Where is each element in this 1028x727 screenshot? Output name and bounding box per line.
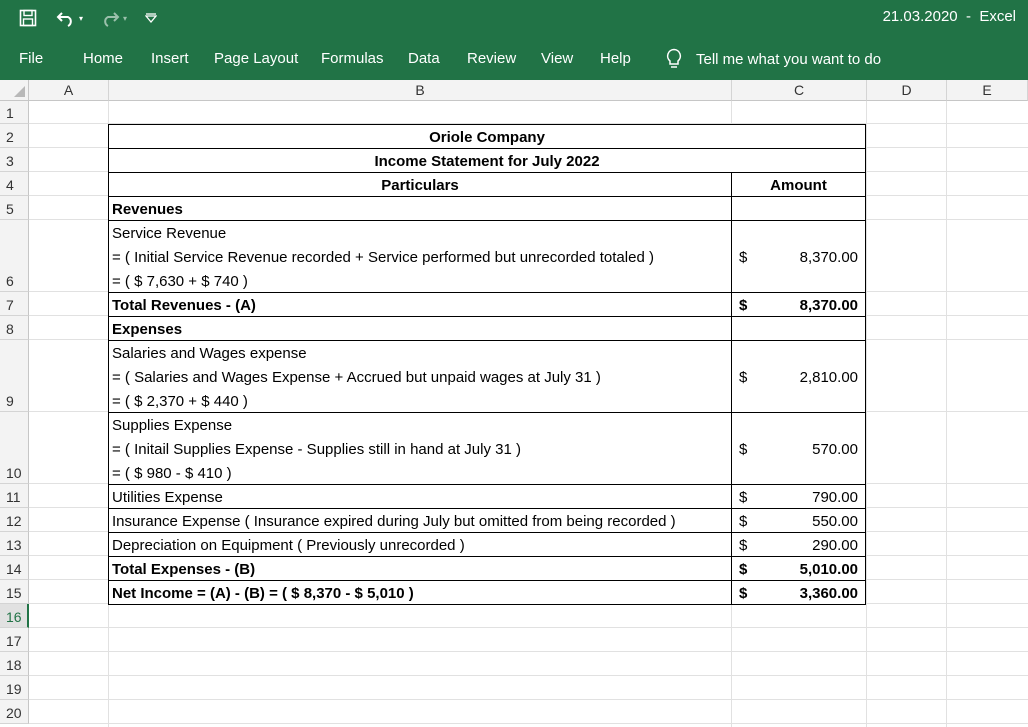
- salaries-formula: = ( Salaries and Wages Expense + Accrued but unpaid wages at July 31 ): [112, 369, 601, 386]
- row-header-3[interactable]: 3: [0, 148, 29, 172]
- service-revenue-amount: 8,370.00: [799, 249, 858, 266]
- amount-header: Amount: [770, 177, 827, 194]
- undo-dropdown-icon[interactable]: ▾: [78, 13, 83, 23]
- net-income-label: Net Income = (A) - (B) = ( $ 8,370 - $ 5,010 ): [112, 585, 414, 602]
- salaries-currency: $: [739, 369, 748, 386]
- row-header-14[interactable]: 14: [0, 556, 29, 580]
- supplies-amount: 570.00: [812, 441, 858, 458]
- row-header-9[interactable]: 9: [0, 340, 29, 412]
- net-income-amount: 3,360.00: [799, 585, 858, 602]
- column-header-c[interactable]: C: [732, 80, 867, 101]
- depreciation-amount: 290.00: [812, 537, 858, 554]
- salaries-label: Salaries and Wages expense: [112, 345, 307, 362]
- row-header-6[interactable]: 6: [0, 220, 29, 292]
- company-name: Oriole Company: [429, 129, 545, 146]
- row-header-20[interactable]: 20: [0, 700, 29, 724]
- row-header-4[interactable]: 4: [0, 172, 29, 196]
- supplies-label: Supplies Expense: [112, 417, 233, 434]
- select-all-button[interactable]: [0, 80, 29, 101]
- net-income-currency: $: [739, 585, 748, 602]
- tab-file[interactable]: File: [19, 50, 44, 67]
- row-header-1[interactable]: 1: [0, 101, 29, 124]
- undo-icon[interactable]: [56, 6, 76, 30]
- service-revenue-calc: = ( $ 7,630 + $ 740 ): [112, 273, 248, 290]
- tell-me-search[interactable]: [664, 48, 881, 70]
- row-header-16[interactable]: 16: [0, 604, 29, 628]
- row-header-10[interactable]: 10: [0, 412, 29, 484]
- row-header-17[interactable]: 17: [0, 628, 29, 652]
- expenses-header: Expenses: [112, 321, 183, 338]
- tab-insert[interactable]: Insert: [151, 50, 189, 67]
- save-icon[interactable]: [18, 6, 38, 30]
- insurance-currency: $: [739, 513, 748, 530]
- statement-title: Income Statement for July 2022: [374, 153, 600, 170]
- quick-access-toolbar: [18, 6, 158, 30]
- total-expenses-label: Total Expenses - (B): [112, 561, 256, 578]
- total-revenues-amount: 8,370.00: [799, 297, 858, 314]
- salaries-calc: = ( $ 2,370 + $ 440 ): [112, 393, 248, 410]
- tab-formulas[interactable]: Formulas: [321, 50, 384, 67]
- tab-help[interactable]: Help: [600, 50, 631, 67]
- title-bar: [0, 0, 1028, 36]
- utilities-currency: $: [739, 489, 748, 506]
- total-expenses-amount: 5,010.00: [799, 561, 858, 578]
- depreciation-label: Depreciation on Equipment ( Previously unrecorded ): [112, 537, 465, 554]
- total-expenses-currency: $: [739, 561, 748, 578]
- row-header-5[interactable]: 5: [0, 196, 29, 220]
- column-header-e[interactable]: E: [947, 80, 1028, 101]
- redo-dropdown-icon[interactable]: ▾: [122, 13, 127, 23]
- lightbulb-icon: [664, 48, 684, 70]
- tab-review[interactable]: Review: [467, 50, 517, 67]
- supplies-formula: = ( Initail Supplies Expense - Supplies still in hand at July 31 ): [112, 441, 521, 458]
- tell-me-text: Tell me what you want to do: [696, 50, 882, 68]
- insurance-label: Insurance Expense ( Insurance expired during July but omitted from being recorded ): [112, 513, 676, 530]
- row-header-8[interactable]: 8: [0, 316, 29, 340]
- column-header-d[interactable]: D: [867, 80, 947, 101]
- service-revenue-formula: = ( Initial Service Revenue recorded + Service performed but unrecorded totaled ): [112, 249, 654, 266]
- particulars-header: Particulars: [381, 177, 459, 194]
- total-revenues-currency: $: [739, 297, 748, 314]
- supplies-calc: = ( $ 980 - $ 410 ): [112, 465, 232, 482]
- customize-icon[interactable]: [144, 6, 158, 30]
- row-header-19[interactable]: 19: [0, 676, 29, 700]
- row-header-15[interactable]: 15: [0, 580, 29, 604]
- column-header-b[interactable]: B: [109, 80, 732, 101]
- tab-view[interactable]: View: [541, 50, 574, 67]
- row-header-13[interactable]: 13: [0, 532, 29, 556]
- service-revenue-label: Service Revenue: [112, 225, 227, 242]
- row-header-18[interactable]: 18: [0, 652, 29, 676]
- revenues-header: Revenues: [112, 201, 183, 218]
- row-header-2[interactable]: 2: [0, 124, 29, 148]
- tab-home[interactable]: Home: [83, 50, 124, 67]
- service-revenue-currency: $: [739, 249, 748, 266]
- tab-page-layout[interactable]: Page Layout: [214, 50, 299, 67]
- tab-data[interactable]: Data: [408, 50, 440, 67]
- window-title: 21.03.2020 - Excel: [882, 8, 1016, 25]
- salaries-amount: 2,810.00: [799, 369, 858, 386]
- column-header-a[interactable]: A: [29, 80, 109, 101]
- supplies-currency: $: [739, 441, 748, 458]
- ribbon-tabs: [0, 36, 1028, 80]
- row-header-11[interactable]: 11: [0, 484, 29, 508]
- row-header-12[interactable]: 12: [0, 508, 29, 532]
- depreciation-currency: $: [739, 537, 748, 554]
- redo-icon[interactable]: [100, 6, 120, 30]
- row-header-7[interactable]: 7: [0, 292, 29, 316]
- insurance-amount: 550.00: [812, 513, 858, 530]
- total-revenues-label: Total Revenues - (A): [112, 297, 256, 314]
- utilities-label: Utilities Expense: [112, 489, 223, 506]
- utilities-amount: 790.00: [812, 489, 858, 506]
